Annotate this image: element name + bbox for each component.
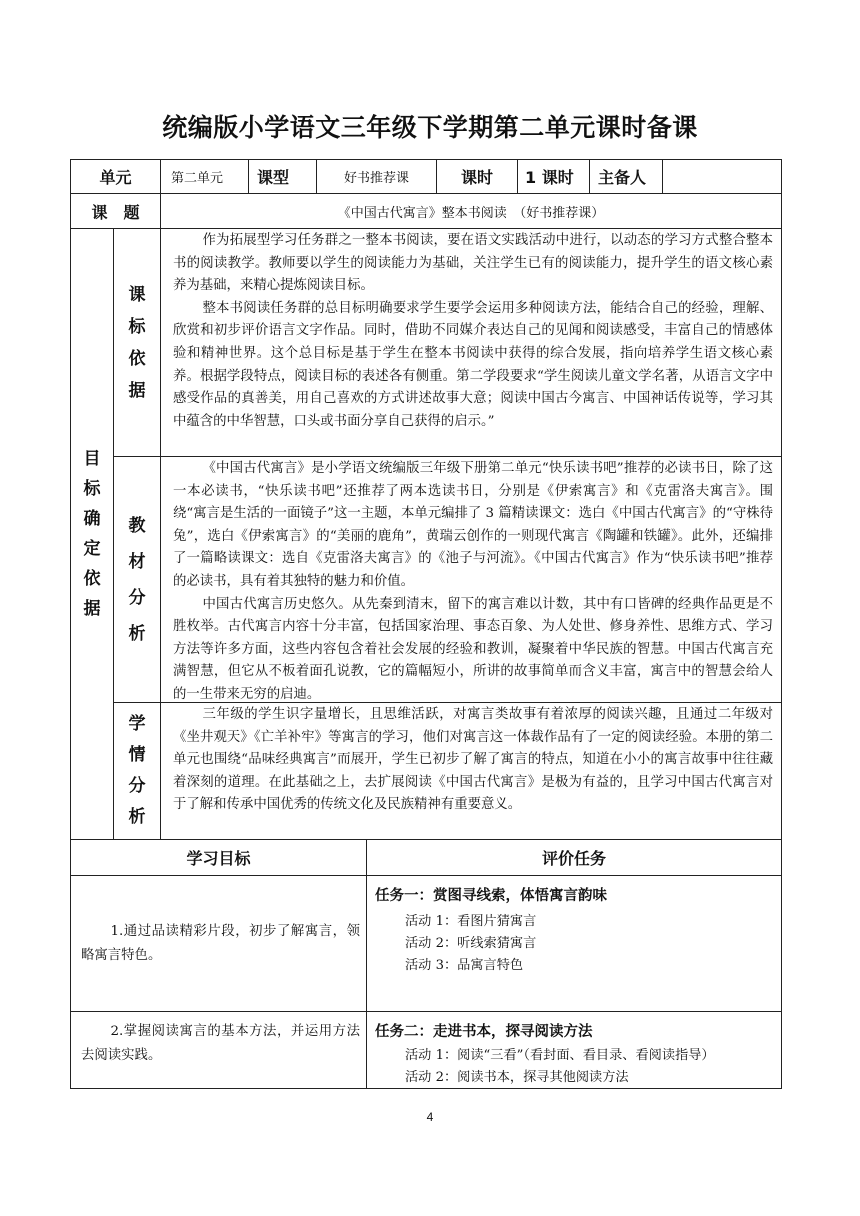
textbook-analysis-label-cell <box>113 456 161 703</box>
section-label-char: 学 <box>128 714 146 734</box>
activity-item: 活动 2：阅读书本，探寻其他阅读方法 <box>405 1070 629 1085</box>
student-analysis-paragraph: 三年级的学生识字量增长，且思维活跃，对寓言类故事有着浓厚的阅读兴趣，且通过二年级对《坐井观天》《亡羊补牢》等寓言的学习，他们对寓言这一体裁作品有了一定的阅读经验。本册的第二单元也围绕“品味经典寓言”而展开，学生已初步了解了寓言的特点，知道在小小的寓言故事中往往藏着深刻的道理。在此基础之上，去扩展阅读《中国古代寓言》是极为有益的，且学习中国古代寓言对于了解和传承中国优秀的传统文化及民族精神有重要意义。 <box>173 707 773 813</box>
unit-label: 单元 <box>99 168 132 187</box>
type-label-cell <box>248 159 317 194</box>
topic-label: 课 题 <box>91 202 140 222</box>
lesson-plan-table <box>70 159 782 1089</box>
section-label-char: 析 <box>128 807 146 827</box>
textbook-analysis-paragraph: 《中国古代寓言》是小学语文统编版三年级下册第二单元“快乐读书吧”推荐的必读书日，除了这一本必读书，“快乐读书吧”还推荐了两本选读书日，分别是《伊索寓言》和《克雷洛夫寓言》。围绕“寓言是生活的一面镜子”这一主题，本单元编排了 3 篇精读课文：选白《中国古代寓言》的“守株待兔”，选白《伊索寓言》的“美丽的鹿角”，黄瑞云创作的一则现代寓言《陶罐和铁罐》。此外，还编排了一篇略读课文：选自《克雷洛夫寓言》的《池子与河流》。《中国古代寓言》作为“快乐读书吧”推荐的必读书，具有着其独特的魅力和价值。 <box>173 461 773 589</box>
preparer-value-cell <box>662 159 782 194</box>
page-number: 4 <box>426 1110 434 1124</box>
period-value-cell <box>517 159 590 194</box>
section-label-char: 析 <box>128 623 146 644</box>
section-label-char: 课 <box>128 284 146 305</box>
goal-cell <box>70 1011 367 1089</box>
curriculum-basis-content <box>160 228 782 457</box>
task-title: 任务二：走进书本，探寻阅读方法 <box>375 1024 593 1040</box>
basis-label-char: 据 <box>83 599 101 619</box>
activity-item: 活动 3：品寓言特色 <box>405 958 524 973</box>
topic-label-cell <box>70 193 161 229</box>
task-cell <box>366 1011 782 1089</box>
section-label-char: 分 <box>128 587 146 608</box>
goal-header-cell <box>70 839 367 876</box>
task-title: 任务一：赏图寻线索，体悟寓言韵味 <box>375 888 607 904</box>
preparer-label-cell <box>589 159 663 194</box>
goal-text: 1.通过品读精彩片段，初步了解寓言，领略寓言特色。 <box>81 923 360 963</box>
goal-text: 2.掌握阅读寓言的基本方法，并运用方法去阅读实践。 <box>81 1024 360 1063</box>
type-label: 课型 <box>257 168 290 187</box>
student-analysis-content <box>160 702 782 840</box>
basis-label-char: 依 <box>83 569 101 589</box>
activity-item: 活动 1：阅读“三看”（看封面、看目录、看阅读指导） <box>405 1048 715 1063</box>
section-label-char: 分 <box>128 776 146 796</box>
activity-item: 活动 1：看图片猜寓言 <box>405 914 537 929</box>
period-label-cell <box>436 159 518 194</box>
basis-label-cell <box>70 228 114 840</box>
unit-value-cell <box>160 159 249 194</box>
period-value: 1 课时 <box>525 168 574 187</box>
section-label-char: 标 <box>128 316 146 337</box>
topic-value: 《中国古代寓言》整本书阅读 （好书推荐课） <box>337 205 605 221</box>
section-label-char: 依 <box>128 348 146 369</box>
activity-item: 活动 2：听线索猜寓言 <box>405 936 537 951</box>
section-label-char: 情 <box>128 745 146 765</box>
topic-value-cell <box>160 193 782 229</box>
textbook-analysis-content <box>160 456 782 703</box>
section-label-char: 教 <box>128 515 146 536</box>
curriculum-basis-paragraph: 整本书阅读任务群的总目标明确要求学生要学会运用多种阅读方法，能结合自己的经验，理解、欣赏和初步评价语言文字作品。同时，借助不同媒介表达自己的见闻和阅读感受，丰富自己的情感体验和精神世界。这个总目标是基于学生在整本书阅读中获得的综合发展，指向培养学生语文核心素养。根据学段特点，阅读目标的表述各有侧重。第二学段要求“学生阅读儿童文学名著，从语言文字中感受作品的真善美，用自己喜欢的方式讲述故事大意；阅读中国古今寓言、中国神话传说等，学习其中蕴含的中华智慧，口头或书面分享自己获得的启示。” <box>173 300 773 429</box>
curriculum-basis-label-cell <box>113 228 161 457</box>
student-analysis-label-cell <box>113 702 161 840</box>
basis-label-char: 定 <box>83 539 101 559</box>
basis-label-char: 标 <box>83 479 101 499</box>
task-cell <box>366 875 782 1012</box>
section-label-char: 据 <box>128 380 146 401</box>
goal-cell <box>70 875 367 1012</box>
page-title: 统编版小学语文三年级下学期第二单元课时备课 <box>162 113 698 142</box>
type-value-cell <box>316 159 437 194</box>
period-label: 课时 <box>460 168 493 187</box>
preparer-label: 主备人 <box>598 168 647 187</box>
goal-header: 学习目标 <box>186 849 251 868</box>
type-value: 好书推荐课 <box>343 171 409 186</box>
basis-label-char: 目 <box>83 449 101 469</box>
basis-label-char: 确 <box>83 509 101 529</box>
unit-label-cell <box>70 159 161 194</box>
unit-value: 第二单元 <box>171 171 224 186</box>
section-label-char: 材 <box>128 551 146 572</box>
task-header: 评价任务 <box>541 849 606 868</box>
textbook-analysis-paragraph: 中国古代寓言历史悠久。从先秦到清末，留下的寓言难以计数，其中有口皆碑的经典作品更是不胜枚举。古代寓言内容十分丰富，包括国家治理、事态百象、为人处世、修身养性、思维方式、学习方法等许多方面，这些内容包含着社会发展的经验和教训，凝聚着中华民族的智慧。中国古代寓言充满智慧，但它从不板着面孔说教，它的篇幅短小，所讲的故事简单而含义丰富，寓言中的智慧会给人的一生带来无穷的启迪。 <box>173 596 773 702</box>
task-header-cell <box>366 839 782 876</box>
curriculum-basis-paragraph: 作为拓展型学习任务群之一整本书阅读，要在语文实践活动中进行，以动态的学习方式整合整本书的阅读教学。教师要以学生的阅读能力为基础，关注学生已有的阅读能力，提升学生的语文核心素养为基础，来精心提炼阅读目标。 <box>173 233 773 294</box>
